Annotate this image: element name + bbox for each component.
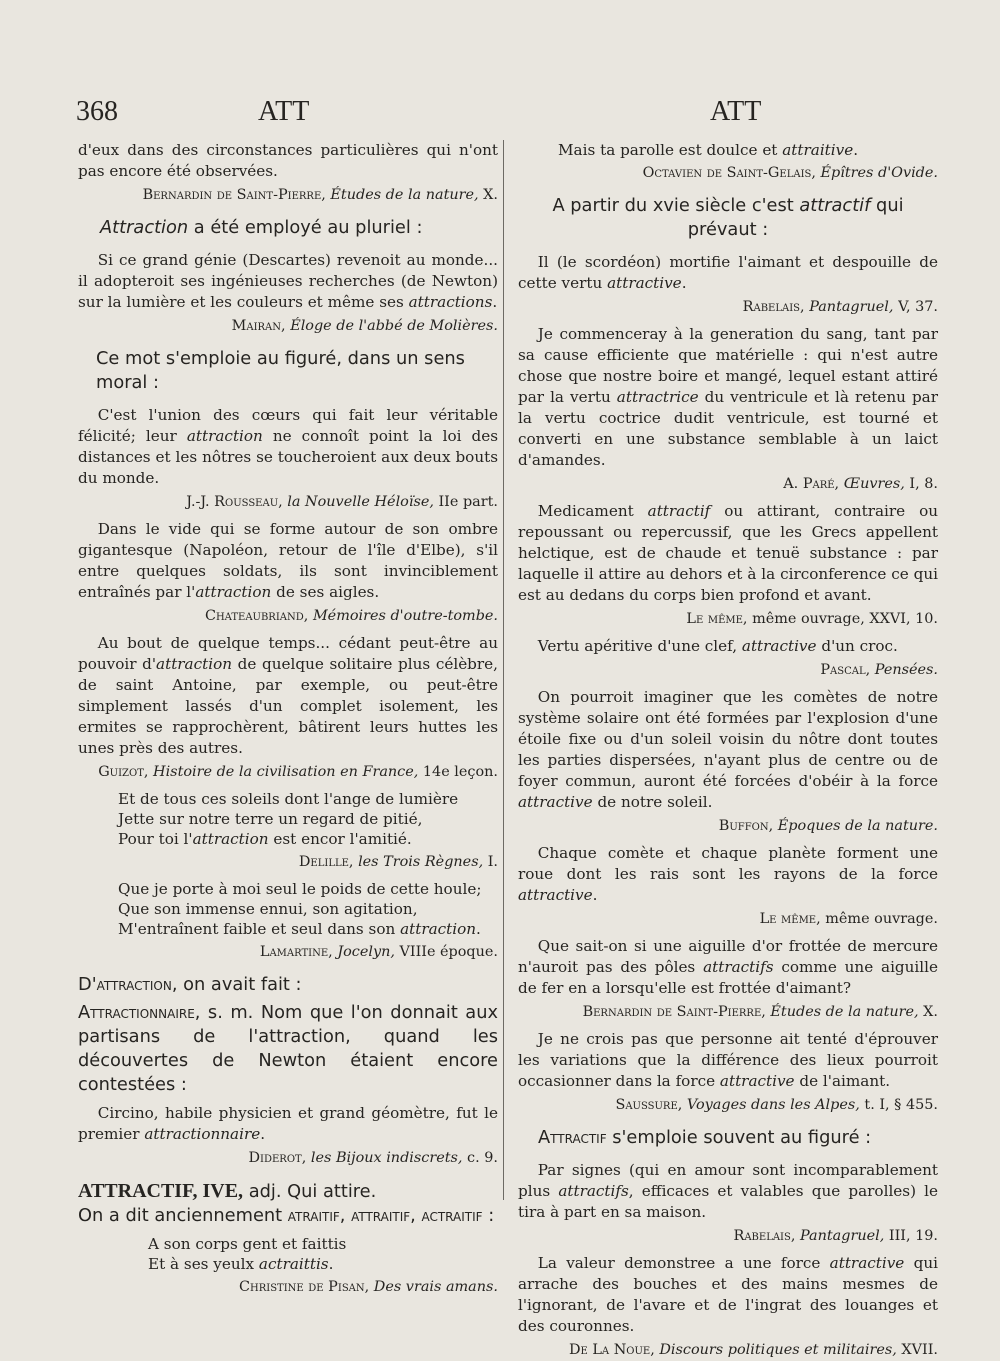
citation: Le même, même ouvrage. [759, 911, 938, 927]
quote-text: Par signes (qui en amour sont incomparablement plus attractifs, efficaces et valables que parolles) le tira à part en sa maison. [518, 1161, 939, 1221]
entry-heading-attractif: ATTRACTIF, IVE, adj. Qui attire. [78, 1180, 377, 1202]
quote-text: Que sait-on si une aiguille d'or frottée de mercure n'auroit pas des pôles attractifs comme une aiguille de fer en a lorsqu'elle est frottée d'aimant? [518, 937, 938, 997]
citation: Lamartine, Jocelyn, VIIIe époque. [259, 944, 498, 960]
citation: De La Noue, Discours politiques et militaires, XVII. [568, 1342, 938, 1358]
section-heading: Attractif s'emploie souvent au figuré : [538, 1127, 872, 1148]
citation: Delille, les Trois Règnes, I. [298, 854, 498, 870]
citation: Chateaubriand, Mémoires d'outre-tombe. [204, 608, 498, 624]
column-divider [503, 140, 504, 1200]
verse-quote: Que je porte à moi seul le poids de cette houle; Que son immense ennui, son agitation, M'entraînent faible et seul dans son attraction. [118, 880, 482, 938]
citation: Guizot, Histoire de la civilisation en France, 14e leçon. [98, 764, 498, 780]
citation: Saussure, Voyages dans les Alpes, t. I, § 455. [615, 1097, 938, 1113]
citation: Octavien de Saint-Gelais, Épîtres d'Ovide. [642, 165, 938, 181]
quote-text: On pourroit imaginer que les comètes de notre système solaire ont été formées par l'explosion d'une étoile fixe ou d'un soleil voisin du nôtre dont toutes les parties dispersées, n'ayant plus de centre ou de foyer commun, auront été forcées d'obéir à la force attractive de notre soleil. [518, 688, 938, 811]
citation: Rabelais, Pantagruel, V, 37. [742, 299, 938, 315]
page-number: 368 [76, 96, 118, 127]
citation: Rabelais, Pantagruel, III, 19. [733, 1228, 938, 1244]
quote-text: d'eux dans des circonstances particulières qui n'ont pas encore été observées. [78, 141, 498, 180]
running-head-right: ATT [710, 96, 762, 127]
quote-text: Il (le scordéon) mortifie l'aimant et despouille de cette vertu attractive. [518, 253, 938, 292]
citation: J.-J. Rousseau, la Nouvelle Héloïse, IIe part. [186, 494, 498, 510]
right-column [518, 140, 938, 1361]
verse-quote: Et de tous ces soleils dont l'ange de lumière Jette sur notre terre un regard de pitié, Pour toi l'attraction est encor l'amitié. [118, 790, 459, 848]
quote-text: Je ne crois pas que personne ait tenté d'éprouver les variations que la différence des lieux pourroit occasionner dans la force attractive de l'aimant. [518, 1030, 938, 1090]
left-column [78, 140, 498, 1298]
quote-text: Dans le vide qui se forme autour de son ombre gigantesque (Napoléon, retour de l'île d'Elbe), s'il entre quelques soldats, ils sont invinciblement entraînés par l'attraction de ses aigles. [78, 520, 498, 601]
citation: Pascal, Pensées. [820, 662, 938, 678]
verse-quote: Mais ta parolle est doulce et attraitive. [558, 141, 859, 159]
citation: A. Paré, Œuvres, I, 8. [783, 476, 938, 492]
entry-note: On a dit anciennement atraitif, attraitif, actraitif : [78, 1205, 495, 1226]
section-heading: Attraction a été employé au pluriel : [100, 217, 423, 238]
running-head-left: ATT [258, 96, 310, 127]
section-heading: A partir du xvie siècle c'est attractif qui prévaut : [552, 195, 904, 240]
citation: Bernardin de Saint-Pierre, Études de la nature, X. [142, 187, 498, 203]
citation: Le même, même ouvrage, XXVI, 10. [686, 611, 938, 627]
citation: Buffon, Époques de la nature. [718, 818, 938, 834]
quote-text: Au bout de quelque temps... cédant peut-être au pouvoir d'attraction de quelque solitaire plus célèbre, de saint Antoine, par exemple, ou peut-être simplement lassés d'un complet isolement, les ermites se rapprochèrent, bâtirent leurs huttes les unes près des autres. [78, 634, 498, 757]
citation: Diderot, les Bijoux indiscrets, c. 9. [248, 1150, 498, 1166]
quote-text: Si ce grand génie (Descartes) revenoit au monde... il adopteroit ses ingénieuses recherches (de Newton) sur la lumière et les couleurs et même ses attractions. [78, 251, 498, 311]
verse-quote: A son corps gent et faittis Et à ses yeulx actraittis. [148, 1235, 347, 1273]
quote-text: C'est l'union des cœurs qui fait leur véritable félicité; leur attraction ne connoît point la loi des distances et les nôtres se toucheroient aux deux bouts du monde. [78, 406, 499, 487]
quote-text: Vertu apéritive d'une clef, attractive d'un croc. [537, 637, 898, 655]
section-heading: D'attraction, on avait fait : [78, 974, 302, 995]
citation: Mairan, Éloge de l'abbé de Molières. [231, 318, 498, 334]
quote-text: Chaque comète et chaque planète forment une roue dont les rais sont les rayons de la force attractive. [518, 844, 938, 904]
section-heading: Ce mot s'emploie au figuré, dans un sens moral : [96, 348, 465, 393]
quote-text: Circino, habile physicien et grand géomètre, fut le premier attractionnaire. [78, 1104, 498, 1143]
quote-text: La valeur demonstree a une force attractive qui arrache des bouches et des mains mesmes de l'ignorant, de l'avare et de l'ingrat des louanges et des couronnes. [518, 1254, 938, 1335]
citation: Christine de Pisan, Des vrais amans. [238, 1279, 498, 1295]
citation: Bernardin de Saint-Pierre, Études de la nature, X. [582, 1004, 938, 1020]
quote-text: Medicament attractif ou attirant, contraire ou repoussant ou repercussif, que les Grecs appellent helctique, est de chaude et tenuë substance : par laquelle il attire au dehors et à la circonference ce qui est au dedans du corps bien profond et avant. [518, 502, 938, 604]
quote-text: Je commenceray à la generation du sang, tant par sa cause efficiente que matérielle : qui n'est autre chose que nostre boire et mangé, lequel estant attiré par la vertu attractrice du ventricule et là retenu par la vertu coctrice dudit ventricule, est tourné et converti en une substance semblable à un laict d'amandes. [518, 325, 938, 469]
subentry-attractionnaire: Attractionnaire, s. m. Nom que l'on donnait aux partisans de l'attraction, quand les découvertes de Newton étaient encore contestées : [78, 1002, 498, 1095]
